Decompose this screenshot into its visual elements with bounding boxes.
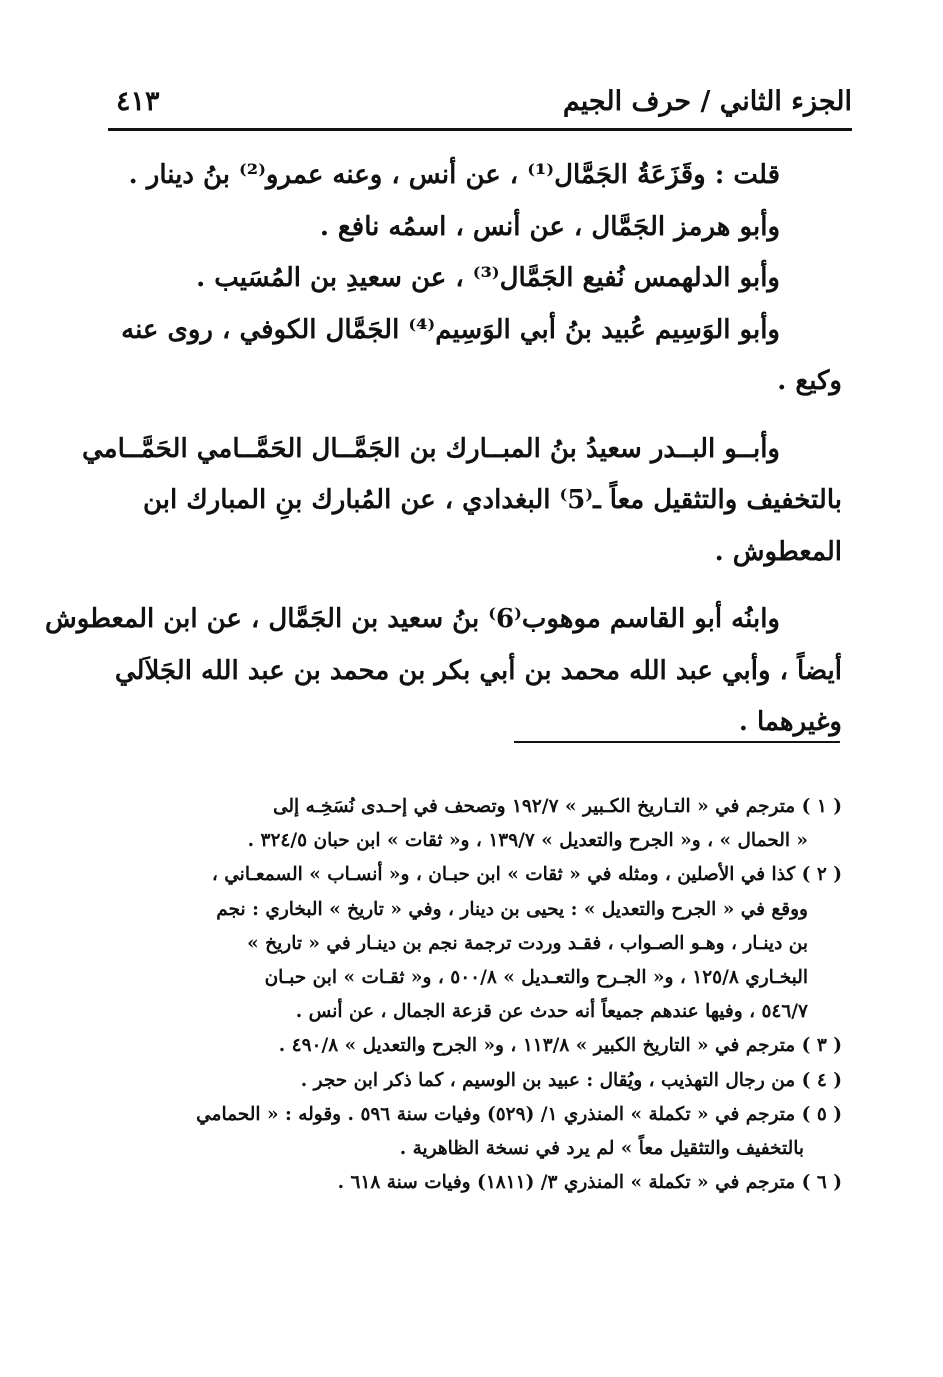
main-text-line: وكيع . (777, 366, 842, 396)
footnote-line: بن دينـار ، وهـو الصـواب ، فقـد وردت ترجمة نجم بن دينـار في « تاريخ » (247, 932, 808, 954)
footnote-line: البخـاري ١٢٥/٨ ، و« الجـرح والتعـديل » ٥٠٠/٨ ، و« ثقـات » ابن حبـان (264, 966, 808, 988)
main-text-line: المعطوش . (714, 536, 842, 567)
footnote-line: ( ٣ ) مترجم في « التاريخ الكبير » ١١٣/٨ ، و« الجرح والتعديل » ٤٩٠/٨ . (278, 1035, 842, 1057)
main-text-line: بالتخفيف والتثقيل معاً ـ⁽5⁾ البغدادي ، عن المُبارك بنِ المبارك ابن (143, 485, 842, 515)
footnote-separator (514, 741, 840, 743)
footnotes (124, 790, 842, 1200)
footnote-line: ( ٦ ) مترجم في « تكملة » المنذري ٣/ (١٨١١) وفيات سنة ٦١٨ . (337, 1172, 842, 1194)
main-text (45, 150, 842, 749)
main-text-line: وابنُه أبو القاسم موهوب⁽6⁾ بنُ سعيد بن الجَمَّال ، عن ابن المعطوش (45, 604, 780, 634)
main-text-line: وأبــو البــدر سعيدُ بنُ المبــارك بن الجَمَّــال الحَمَّــامي الحَمَّــامي (81, 433, 780, 464)
paragraph-gap (126, 578, 842, 594)
footnote-line: بالتخفيف والتثقيل معاً » لم يرد في نسخة الظاهرية . (399, 1137, 804, 1159)
footnote-line: ٥٤٦/٧ ، وفيها عندهم جميعاً أنه حدث عن قزعة الجمال ، عن أنس . (295, 1001, 808, 1023)
header-title: الجزء الثاني / حرف الجيم (562, 86, 852, 117)
footnote-line: ( ٤ ) من رجال التهذيب ، ويُقال : عبيد بن الوسيم ، كما ذكر ابن حجر . (300, 1069, 842, 1091)
header-rule (108, 128, 852, 131)
footnote-line: ووقع في « الجرح والتعديل » : يحيى بن دينار ، وفي « تاريخ » البخاري : نجم (216, 898, 808, 920)
main-text-line: وأبو هرمز الجَمَّال ، عن أنس ، اسمُه نافع . (319, 211, 780, 242)
footnote-line: ( ٢ ) كذا في الأصلين ، ومثله في « ثقات » ابن حبـان ، و« أنسـاب » السمعـاني ، (211, 864, 842, 886)
running-header (108, 82, 852, 122)
main-text-line: قلت : وقَزَعَةُ الجَمَّال⁽¹⁾ ، عن أنس ، وعنه عمرو⁽²⁾ بنُ دينار . (128, 160, 780, 190)
footnote-line: ( ٥ ) مترجم في « تكملة » المنذري ١/ (٥٢٩) وفيات سنة ٥٩٦ . وقوله : « الحمامي (196, 1103, 842, 1125)
footnote-line: « الحمال » ، و« الجرح والتعديل » ١٣٩/٧ ، و« ثقات » ابن حبان ٣٢٤/٥ . (247, 830, 808, 852)
footnote-line: ( ١ ) مترجم في « التـاريخ الكـبير » ١٩٢/٧ وتصحف في إحـدى نُسَخِـه إلى (272, 796, 842, 817)
main-text-line: وغيرهما . (738, 707, 842, 737)
paragraph-gap (126, 408, 842, 424)
main-text-line: أيضاً ، وأبي عبد الله محمد بن أبي بكر بن محمد بن عبد الله الجَلاَلي (114, 655, 842, 686)
main-text-line: وأبو الوَسِيم عُبيد بنُ أبي الوَسِيم⁽⁴⁾ الجَمَّال الكوفي ، روى عنه (121, 314, 780, 345)
main-text-line: وأبو الدلهمس نُفيع الجَمَّال⁽³⁾ ، عن سعيدِ بن المُسَيب . (196, 263, 780, 293)
page-number: ٤١٣ (116, 86, 160, 117)
